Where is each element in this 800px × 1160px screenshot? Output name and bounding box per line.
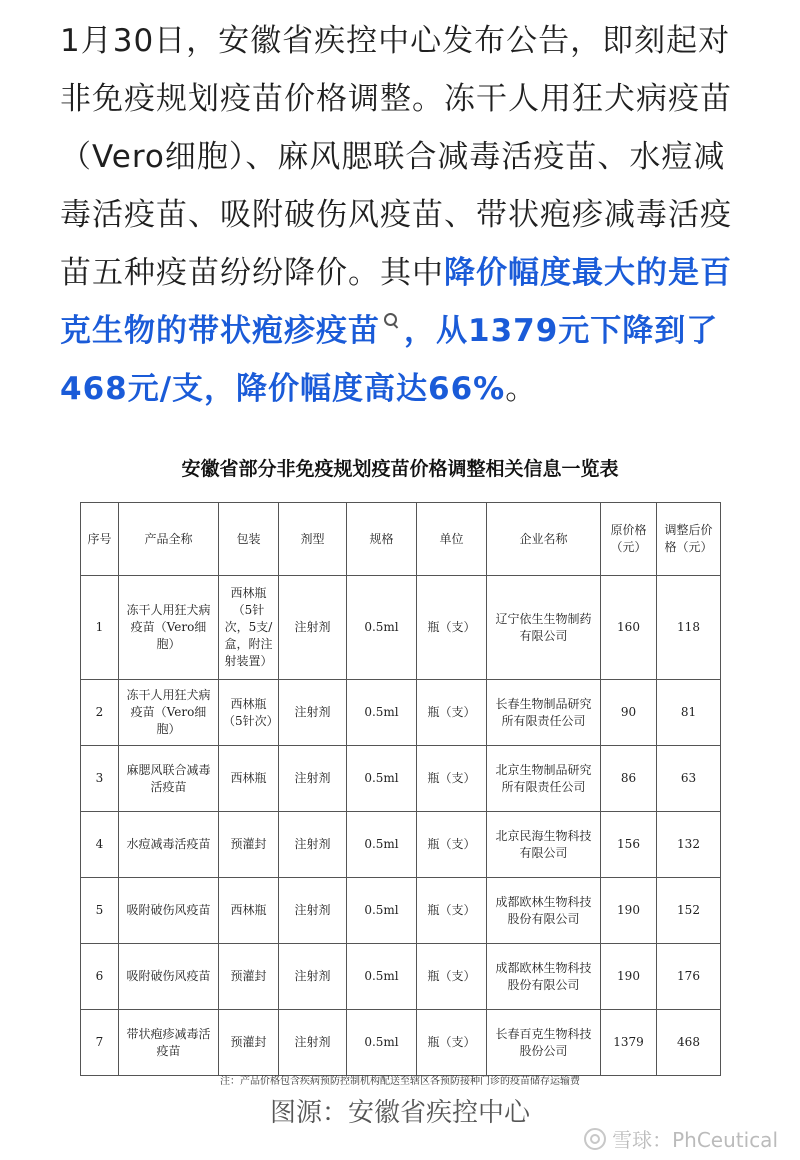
- table-cell: 瓶（支）: [417, 576, 487, 680]
- table-cell: 3: [81, 746, 119, 812]
- header-cell: 调整后价格（元）: [657, 503, 721, 576]
- table-cell: 190: [601, 944, 657, 1010]
- table-cell: 0.5ml: [347, 812, 417, 878]
- table-row: [81, 944, 721, 1010]
- table-cell: 西林瓶（5针次）: [219, 680, 279, 746]
- table-cell: 北京民海生物科技有限公司: [487, 812, 601, 878]
- table-cell: 长春百克生物科技股份公司: [487, 1010, 601, 1076]
- table-cell: 辽宁依生生物制药有限公司: [487, 576, 601, 680]
- table-cell: 注射剂: [279, 576, 347, 680]
- table-cell: 预灌封: [219, 944, 279, 1010]
- table-cell: 冻干人用狂犬病疫苗（Vero细胞）: [119, 576, 219, 680]
- article-paragraph: [60, 12, 750, 418]
- header-cell: 序号: [81, 503, 119, 576]
- table-row: [81, 1010, 721, 1076]
- table-cell: 西林瓶: [219, 746, 279, 812]
- header-cell: 产品全称: [119, 503, 219, 576]
- table-cell: 吸附破伤风疫苗: [119, 878, 219, 944]
- table-cell: 注射剂: [279, 878, 347, 944]
- table-row: [81, 680, 721, 746]
- table-cell: 0.5ml: [347, 944, 417, 1010]
- table-cell: 7: [81, 1010, 119, 1076]
- highlight-text-1: 降价幅度最大的是百克生物的带状疱疹疫苗: [60, 255, 732, 349]
- table-cell: 北京生物制品研究所有限责任公司: [487, 746, 601, 812]
- table-cell: 瓶（支）: [417, 812, 487, 878]
- table-cell: 注射剂: [279, 746, 347, 812]
- table-cell: 注射剂: [279, 680, 347, 746]
- table-cell: 4: [81, 812, 119, 878]
- search-icon[interactable]: [384, 313, 398, 327]
- table-cell: 成都欧林生物科技股份有限公司: [487, 944, 601, 1010]
- table-cell: 160: [601, 576, 657, 680]
- table-row: [81, 746, 721, 812]
- table-cell: 152: [657, 878, 721, 944]
- table-cell: 麻腮风联合减毒活疫苗: [119, 746, 219, 812]
- header-cell: 原价格（元）: [601, 503, 657, 576]
- table-cell: 瓶（支）: [417, 1010, 487, 1076]
- header-cell: 包装: [219, 503, 279, 576]
- table-cell: 468: [657, 1010, 721, 1076]
- table-cell: 瓶（支）: [417, 878, 487, 944]
- table-row: [81, 878, 721, 944]
- table-cell: 注射剂: [279, 812, 347, 878]
- table-cell: 西林瓶: [219, 878, 279, 944]
- table-cell: 成都欧林生物科技股份有限公司: [487, 878, 601, 944]
- table-cell: 1: [81, 576, 119, 680]
- table-cell: 瓶（支）: [417, 680, 487, 746]
- table-row: [81, 812, 721, 878]
- table-cell: 西林瓶（5针次，5支/盒，附注射装置）: [219, 576, 279, 680]
- snowball-logo-icon: [584, 1128, 606, 1150]
- header-cell: 规格: [347, 503, 417, 576]
- table-cell: 0.5ml: [347, 746, 417, 812]
- table-cell: 63: [657, 746, 721, 812]
- table-cell: 瓶（支）: [417, 944, 487, 1010]
- watermark: [584, 1124, 778, 1153]
- watermark-text: 雪球：PhCeutical: [612, 1128, 778, 1152]
- table-footnote: 注：产品价格包含疾病预防控制机构配送至辖区各预防接种门诊的疫苗储存运输费: [220, 1076, 580, 1087]
- table-cell: 132: [657, 812, 721, 878]
- table-cell: 90: [601, 680, 657, 746]
- table-cell: 2: [81, 680, 119, 746]
- table-cell: 0.5ml: [347, 878, 417, 944]
- table-header-row: [81, 503, 721, 576]
- table-cell: 预灌封: [219, 1010, 279, 1076]
- table-cell: 190: [601, 878, 657, 944]
- table-cell: 带状疱疹减毒活疫苗: [119, 1010, 219, 1076]
- table-cell: 81: [657, 680, 721, 746]
- table-cell: 0.5ml: [347, 680, 417, 746]
- article-text: 1月30日，安徽省疾控中心发布公告，即刻起对非免疫规划疫苗价格调整。冻干人用狂犬病疫苗（Vero细胞）、麻风腮联合减毒活疫苗、水痘减毒活疫苗、吸附破伤风疫苗、带状疱疹减毒活疫苗五种疫苗纷纷降价。其中: [60, 23, 732, 291]
- header-cell: 剂型: [279, 503, 347, 576]
- table-cell: 118: [657, 576, 721, 680]
- header-cell: 企业名称: [487, 503, 601, 576]
- table-row: [81, 576, 721, 680]
- article-text-end: 。: [505, 371, 538, 407]
- table-cell: 吸附破伤风疫苗: [119, 944, 219, 1010]
- table-cell: 1379: [601, 1010, 657, 1076]
- document-title: 安徽省部分非免疫规划疫苗价格调整相关信息一览表: [181, 458, 619, 480]
- table-cell: 6: [81, 944, 119, 1010]
- image-source-caption: 图源：安徽省疾控中心: [269, 1098, 530, 1128]
- table-cell: 0.5ml: [347, 576, 417, 680]
- vaccine-price-table: [80, 502, 721, 1076]
- table-cell: 冻干人用狂犬病疫苗（Vero细胞）: [119, 680, 219, 746]
- table-cell: 86: [601, 746, 657, 812]
- table-cell: 5: [81, 878, 119, 944]
- header-cell: 单位: [417, 503, 487, 576]
- table-cell: 注射剂: [279, 1010, 347, 1076]
- table-cell: 176: [657, 944, 721, 1010]
- table-cell: 瓶（支）: [417, 746, 487, 812]
- table-cell: 水痘减毒活疫苗: [119, 812, 219, 878]
- table-cell: 长春生物制品研究所有限责任公司: [487, 680, 601, 746]
- table-cell: 注射剂: [279, 944, 347, 1010]
- table-cell: 预灌封: [219, 812, 279, 878]
- highlight-text-2: ，从1379元下降到了468元/支，降价幅度高达66%: [60, 313, 719, 407]
- table-cell: 0.5ml: [347, 1010, 417, 1076]
- table-cell: 156: [601, 812, 657, 878]
